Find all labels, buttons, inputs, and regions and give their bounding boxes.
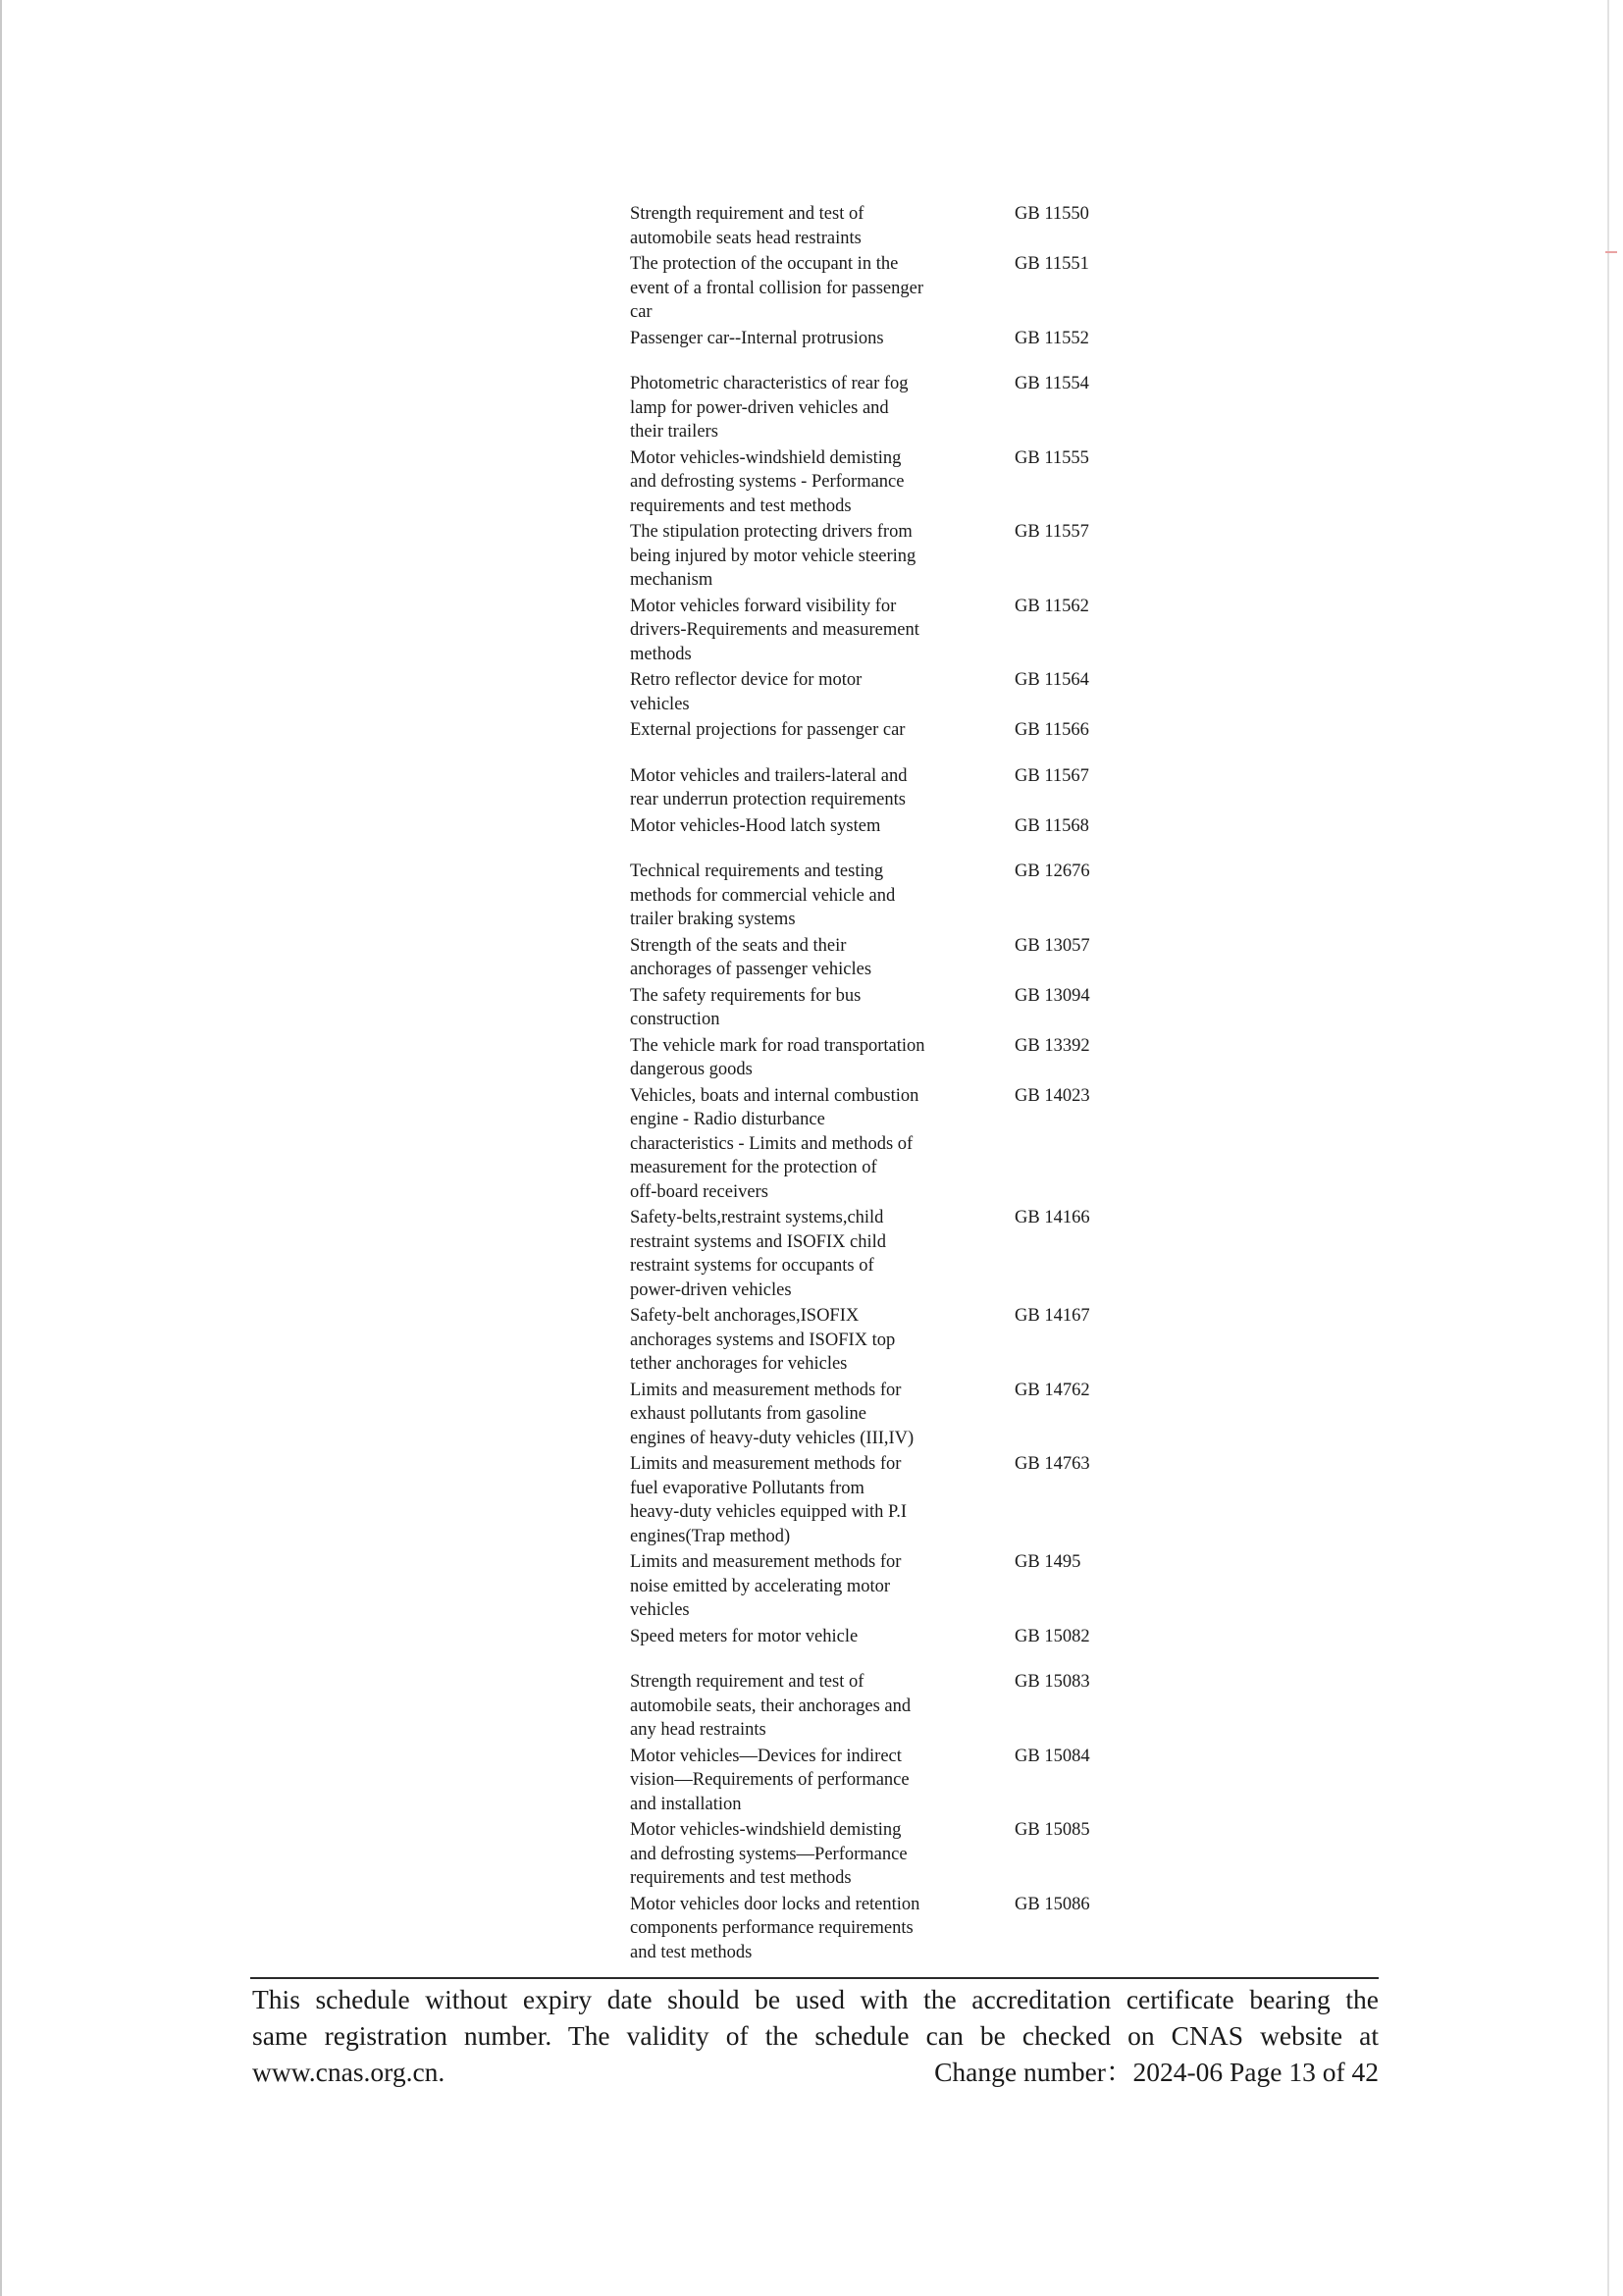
standard-code: GB 14167 <box>1015 1306 1090 1326</box>
standard-row <box>630 1745 1140 1817</box>
standard-code: GB 12676 <box>1015 861 1090 881</box>
standard-title: Limits and measurement methods for exhaust pollutants from gasoline engines of heavy-duty vehicles (III,IV) <box>630 1380 915 1448</box>
standard-row <box>630 764 1140 812</box>
standard-row <box>630 595 1140 667</box>
standard-row <box>630 1379 1140 1451</box>
standard-code: GB 1495 <box>1015 1552 1081 1572</box>
standard-row <box>630 1818 1140 1891</box>
standard-row <box>630 446 1140 519</box>
standard-code: GB 11554 <box>1015 374 1089 393</box>
standard-row <box>630 252 1140 325</box>
standard-title: Motor vehicles door locks and retention components performance requirements and test methods <box>630 1894 920 1962</box>
standard-code: GB 11550 <box>1015 204 1089 224</box>
standard-code: GB 15085 <box>1015 1820 1090 1840</box>
standard-row <box>630 984 1140 1032</box>
standard-title: Safety-belt anchorages,ISOFIX anchorages systems and ISOFIX top tether anchorages for vehicles <box>630 1306 896 1374</box>
standard-row <box>630 372 1140 444</box>
standard-row <box>630 668 1140 716</box>
standard-row <box>630 1893 1140 1965</box>
standard-code: GB 14023 <box>1015 1085 1090 1106</box>
standard-title: External projections for passenger car <box>630 720 906 740</box>
standard-row <box>630 1304 1140 1377</box>
cnas-website-link[interactable]: www.cnas.org.cn. <box>252 2057 445 2087</box>
standard-title: Motor vehicles-windshield demisting and defrosting systems—Performance requirements and test methods <box>630 1820 908 1888</box>
standard-row <box>630 860 1140 932</box>
standard-row <box>630 1550 1140 1623</box>
standard-code: GB 11551 <box>1015 254 1089 274</box>
standard-row <box>630 1670 1140 1743</box>
standard-title: Motor vehicles-windshield demisting and defrosting systems - Performance requirements and test methods <box>630 447 905 516</box>
standard-code: GB 11552 <box>1015 328 1089 348</box>
footer-divider <box>250 1977 1379 1979</box>
standard-row <box>630 1452 1140 1548</box>
standard-code: GB 11566 <box>1015 720 1089 740</box>
standard-title: The vehicle mark for road transportation dangerous goods <box>630 1035 925 1079</box>
standard-row <box>630 327 1140 351</box>
standard-code: GB 11557 <box>1015 522 1089 542</box>
standard-title: Technical requirements and testing methods for commercial vehicle and trailer braking systems <box>630 861 896 929</box>
standard-code: GB 13057 <box>1015 935 1090 956</box>
scan-mark <box>1605 251 1617 253</box>
page-right-edge <box>1607 0 1609 2296</box>
standard-code: GB 11567 <box>1015 765 1089 786</box>
standard-row <box>630 718 1140 743</box>
standard-row <box>630 1084 1140 1205</box>
standard-code: GB 11562 <box>1015 596 1089 616</box>
standard-title: Speed meters for motor vehicle <box>630 1626 859 1646</box>
footer-notice <box>252 1981 1379 2090</box>
standard-title: Safety-belts,restraint systems,child restraint systems and ISOFIX child restraint systems for occupants of power-driven vehicles <box>630 1208 887 1300</box>
standard-title: The safety requirements for bus construction <box>630 985 862 1029</box>
standard-code: GB 15083 <box>1015 1672 1090 1692</box>
standard-title: Motor vehicles-Hood latch system <box>630 815 881 836</box>
standard-code: GB 15082 <box>1015 1626 1090 1646</box>
standard-row <box>630 1625 1140 1649</box>
standard-title: Photometric characteristics of rear fog lamp for power-driven vehicles and their trailers <box>630 374 909 442</box>
standard-code: GB 11555 <box>1015 447 1089 468</box>
standard-title: Retro reflector device for motor vehicles <box>630 670 863 714</box>
standard-title: Motor vehicles—Devices for indirect vision—Requirements of performance and installation <box>630 1746 910 1814</box>
change-info <box>934 2054 1379 2090</box>
standard-title: The stipulation protecting drivers from being injured by motor vehicle steering mechanism <box>630 522 916 590</box>
standard-row <box>630 520 1140 593</box>
standard-title: Motor vehicles forward visibility for drivers-Requirements and measurement methods <box>630 596 919 664</box>
standard-code: GB 11564 <box>1015 670 1089 690</box>
standard-code: GB 15084 <box>1015 1746 1090 1766</box>
footer-line-3 <box>252 2054 1379 2090</box>
standards-list <box>630 202 1140 1966</box>
standard-code: GB 13392 <box>1015 1035 1090 1056</box>
standard-code: GB 13094 <box>1015 985 1090 1006</box>
standard-title: Limits and measurement methods for fuel evaporative Pollutants from heavy-duty vehicles equipped with P.I engines(Trap method) <box>630 1454 908 1546</box>
standard-title: Motor vehicles and trailers-lateral and rear underrun protection requirements <box>630 765 908 809</box>
standard-row <box>630 814 1140 839</box>
standard-title: Passenger car--Internal protrusions <box>630 328 884 348</box>
standard-row <box>630 1034 1140 1082</box>
footer-line-2: same registration number. The validity of the schedule can be checked on CNAS website at <box>252 2020 1379 2051</box>
standard-code: GB 14762 <box>1015 1380 1090 1400</box>
standard-code: GB 14166 <box>1015 1208 1090 1227</box>
standard-row <box>630 1206 1140 1302</box>
standard-code: GB 11568 <box>1015 815 1089 836</box>
standard-title: Vehicles, boats and internal combustion engine - Radio disturbance characteristics - Limits and methods of measurement for the protection of off-board receivers <box>630 1085 919 1202</box>
change-number-label: Change number： <box>934 2057 1133 2087</box>
standard-row <box>630 934 1140 982</box>
standard-title: Strength of the seats and their anchorages of passenger vehicles <box>630 935 872 979</box>
standard-code: GB 14763 <box>1015 1454 1090 1474</box>
footer-line-1: This schedule without expiry date should be used with the accreditation certificate bearing the <box>252 1984 1379 2014</box>
standard-code: GB 15086 <box>1015 1894 1090 1914</box>
page-left-edge <box>0 0 2 2296</box>
change-number: 2024-06 <box>1132 2057 1224 2087</box>
page-number: Page 13 of 42 <box>1230 2057 1379 2087</box>
standard-title: Strength requirement and test of automobile seats head restraints <box>630 204 864 248</box>
standard-title: Limits and measurement methods for noise emitted by accelerating motor vehicles <box>630 1552 902 1620</box>
standard-title: The protection of the occupant in the event of a frontal collision for passenger car <box>630 254 923 322</box>
standard-row <box>630 202 1140 250</box>
standard-title: Strength requirement and test of automobile seats, their anchorages and any head restraints <box>630 1672 912 1740</box>
